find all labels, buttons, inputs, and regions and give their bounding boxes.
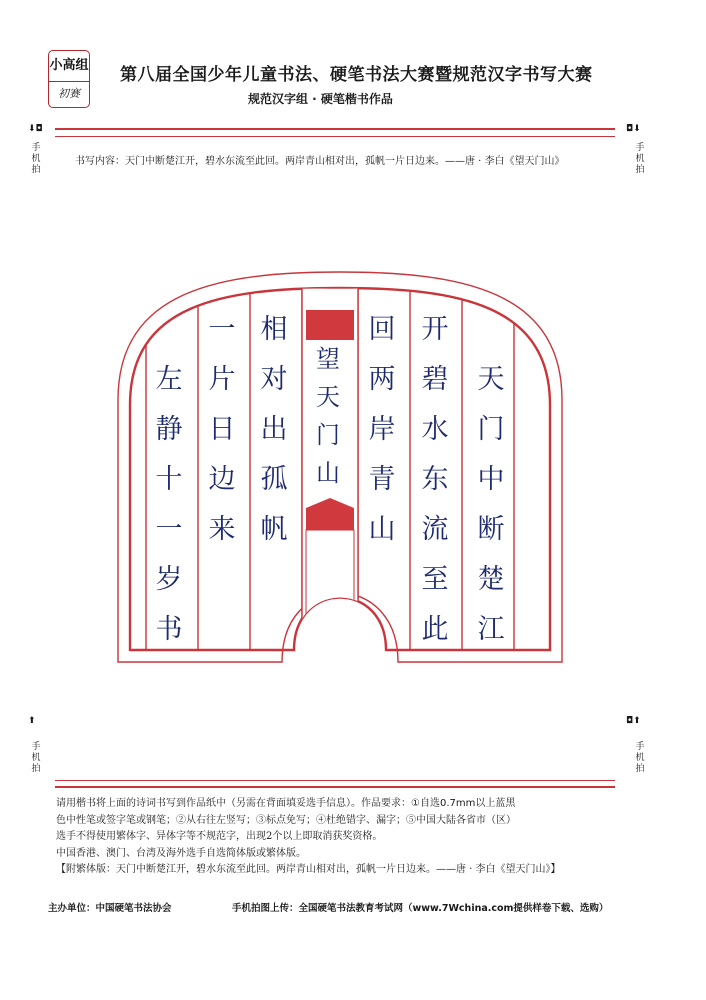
work-column-6: 左 静 十 一 岁 书 [155, 364, 183, 645]
work-column-2: 开 碧 水 东 流 至 此 [421, 314, 449, 645]
upload-text: 手机拍图上传：全国硬笔书法教育考试网（www.7Wchina.com提供样卷下载、选购） [232, 903, 609, 914]
work-column-5: 一 片 日 边 来 [208, 314, 236, 545]
organizer-text: 主办单位：中国硬笔书法协会 [48, 903, 172, 914]
requirements-line: 请用楷书将上面的诗词书写到作品纸中（另需在背面填妥选手信息）。作品要求：①自选0.7mm以上蓝黑 [56, 798, 516, 809]
download-icon: ⬇ [28, 124, 36, 134]
download-icon: ⬇ [633, 124, 641, 134]
bottom-right-icons [626, 716, 641, 726]
requirements-line: 中国香港、澳门、台湾及海外选手自选简体版或繁体版。 [56, 847, 306, 859]
camera-icon: ◘ [626, 124, 634, 134]
side-label-bottom-right: 手机拍 [635, 742, 645, 774]
side-label-top-right: 手机拍 [635, 143, 645, 175]
group-badge [48, 50, 90, 108]
top-right-icons [626, 124, 641, 134]
upload-icon: ⬆ [633, 716, 641, 726]
requirements-line: 【附繁体版：天门中断楚江开，碧水东流至此回。两岸青山相对出，孤帆一片日边来。——唐 · 李白《望天门山》】 [56, 864, 561, 875]
requirements-line: 选手不得使用繁体字、异体字等不规范字，出现2个以上即取消获奖资格。 [56, 831, 383, 842]
camera-icon: ◘ [626, 716, 634, 726]
camera-icon: ◘ [35, 124, 43, 134]
group-label: 小高组 [49, 51, 89, 82]
writing-content: 书写内容：天门中断楚江开，碧水东流至此回。两岸青山相对出，孤帆一片日边来。——唐 · 李白《望天门山》 [75, 156, 565, 167]
work-column-4: 相 对 出 孤 帆 [260, 314, 288, 545]
work-column-1: 天 门 中 断 楚 江 [477, 364, 505, 645]
top-rule-thin [55, 136, 615, 137]
bottom-left-icons [28, 716, 36, 726]
bottom-rule-thin [55, 780, 615, 781]
work-title-column: 望 天 门 山 [316, 345, 340, 487]
requirements-block [56, 796, 636, 879]
side-label-bottom-left: 手机拍 [31, 742, 41, 774]
work-column-3: 回 两 岸 青 山 [368, 314, 396, 545]
stage-label: 初赛 [58, 87, 80, 100]
top-left-icons [28, 124, 43, 134]
contest-title: 第八届全国少年儿童书法、硬笔书法大赛暨规范汉字书写大赛 [120, 65, 593, 85]
side-label-top-left: 手机拍 [31, 143, 41, 175]
requirements-line: 色中性笔或签字笔或钢笔；②从右往左竖写；③标点免写；④杜绝错字、漏字；⑤中国大陆各省市（区） [56, 814, 516, 826]
contest-subtitle: 规范汉字组 · 硬笔楷书作品 [248, 92, 393, 106]
upload-icon: ⬆ [28, 716, 36, 726]
bottom-rule [55, 786, 615, 788]
top-rule [55, 128, 615, 130]
